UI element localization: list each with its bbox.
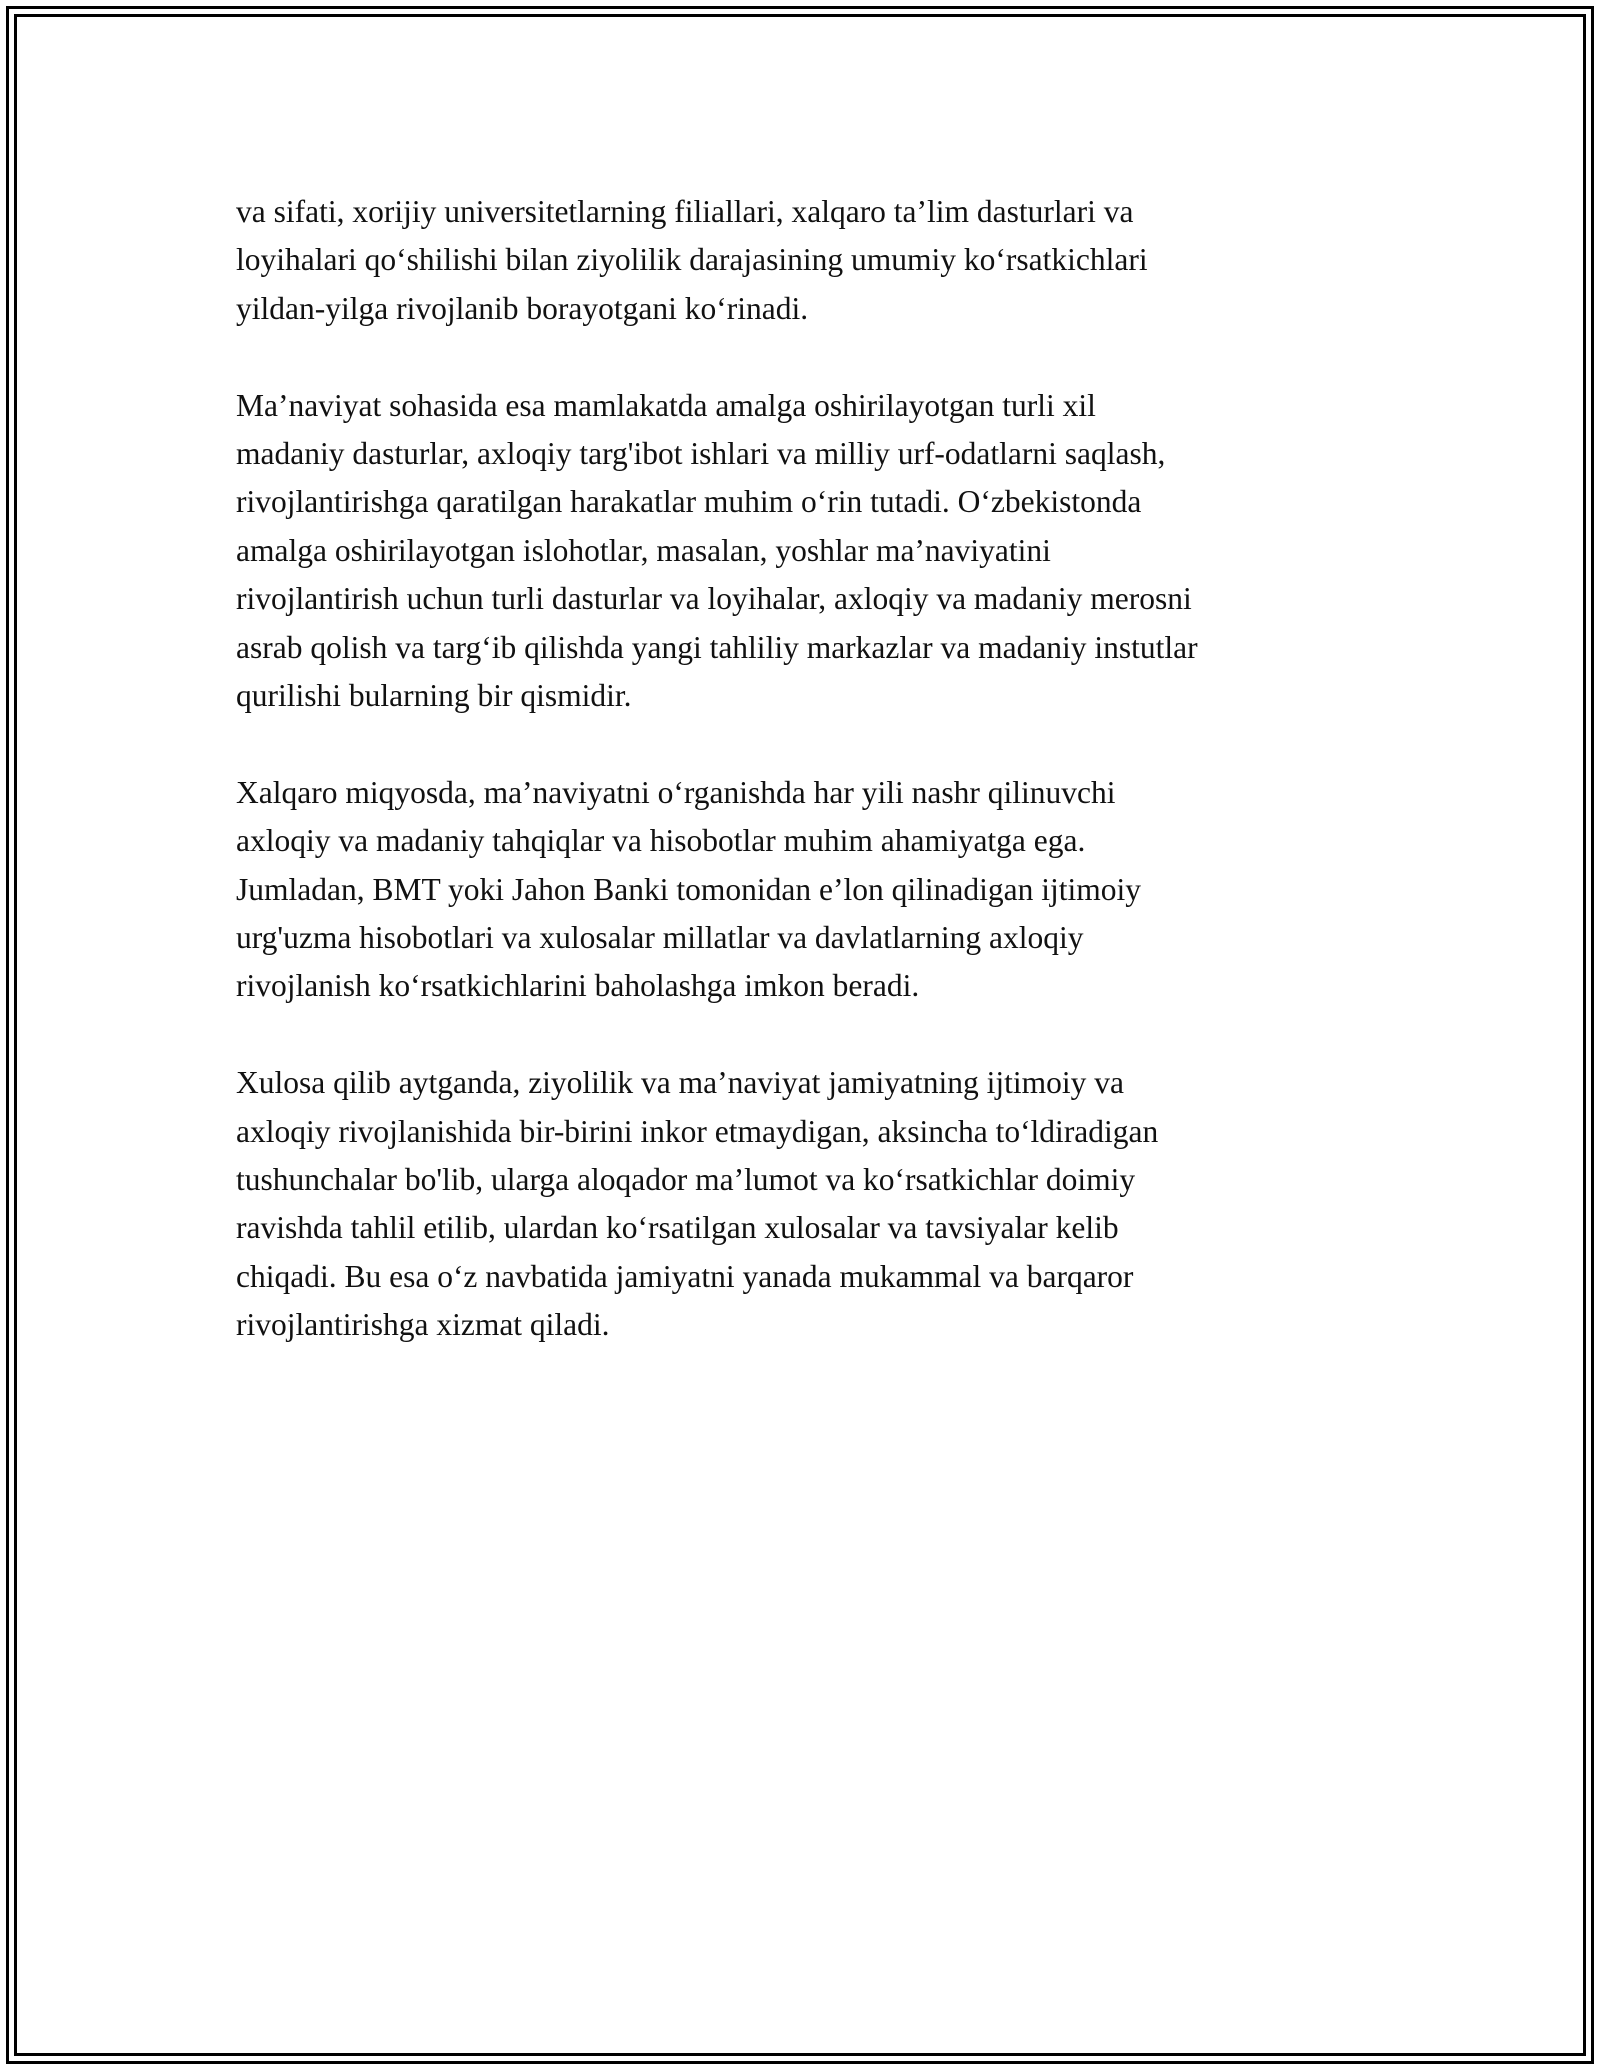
paragraph-1 <box>236 188 1366 333</box>
text-line: Xulosa qilib aytganda, ziyolilik va ma’naviyat jamiyatning ijtimoiy va <box>236 1065 1124 1101</box>
text-line: rivojlantirish uchun turli dasturlar va loyihalar, axloqiy va madaniy merosni <box>236 581 1192 617</box>
text-line: urg'uzma hisobotlari va xulosalar millatlar va davlatlarning axloqiy <box>236 920 1084 956</box>
paragraph-4 <box>236 1059 1366 1349</box>
paragraph-2 <box>236 382 1366 721</box>
text-line: ravishda tahlil etilib, ulardan ko‘rsatilgan xulosalar va tavsiyalar kelib <box>236 1210 1119 1246</box>
text-line: madaniy dasturlar, axloqiy targ'ibot ishlari va milliy urf-odatlarni saqlash, <box>236 436 1166 472</box>
paragraph-3 <box>236 769 1366 1011</box>
text-line: rivojlanish ko‘rsatkichlarini baholashga imkon beradi. <box>236 968 920 1004</box>
text-line: va sifati, xorijiy universitetlarning filiallari, xalqaro ta’lim dasturlari va <box>236 194 1134 229</box>
text-line: chiqadi. Bu esa o‘z navbatida jamiyatni yanada mukammal va barqaror <box>236 1258 1134 1294</box>
text-line: qurilishi bularning bir qismidir. <box>236 678 632 714</box>
document-body <box>236 188 1366 1398</box>
text-line: Xalqaro miqyosda, ma’naviyatni o‘rganishda har yili nashr qilinuvchi <box>236 774 1116 810</box>
text-line: axloqiy rivojlanishida bir-birini inkor etmaydigan, aksincha to‘ldiradigan <box>236 1113 1159 1149</box>
text-line: Jumladan, BMT yoki Jahon Banki tomonidan e’lon qilinadigan ijtimoiy <box>236 871 1141 907</box>
text-line: yildan-yilga rivojlanib borayotgani ko‘rinadi. <box>236 290 809 326</box>
text-line: amalga oshirilayotgan islohotlar, masalan, yoshlar ma’naviyatini <box>236 532 1051 568</box>
text-line: tushunchalar bo'lib, ularga aloqador ma’lumot va ko‘rsatkichlar doimiy <box>236 1162 1136 1198</box>
text-line: Ma’naviyat sohasida esa mamlakatda amalga oshirilayotgan turli xil <box>236 387 1096 423</box>
text-line: asrab qolish va targ‘ib qilishda yangi tahliliy markazlar va madaniy instutlar <box>236 629 1198 665</box>
text-line: rivojlantirishga xizmat qiladi. <box>236 1307 610 1343</box>
text-line: rivojlantirishga qaratilgan harakatlar muhim o‘rin tutadi. O‘zbekistonda <box>236 484 1142 520</box>
text-line: axloqiy va madaniy tahqiqlar va hisobotlar muhim ahamiyatga ega. <box>236 823 1086 859</box>
text-line: loyihalari qo‘shilishi bilan ziyolilik darajasining umumiy ko‘rsatkichlari <box>236 242 1148 278</box>
